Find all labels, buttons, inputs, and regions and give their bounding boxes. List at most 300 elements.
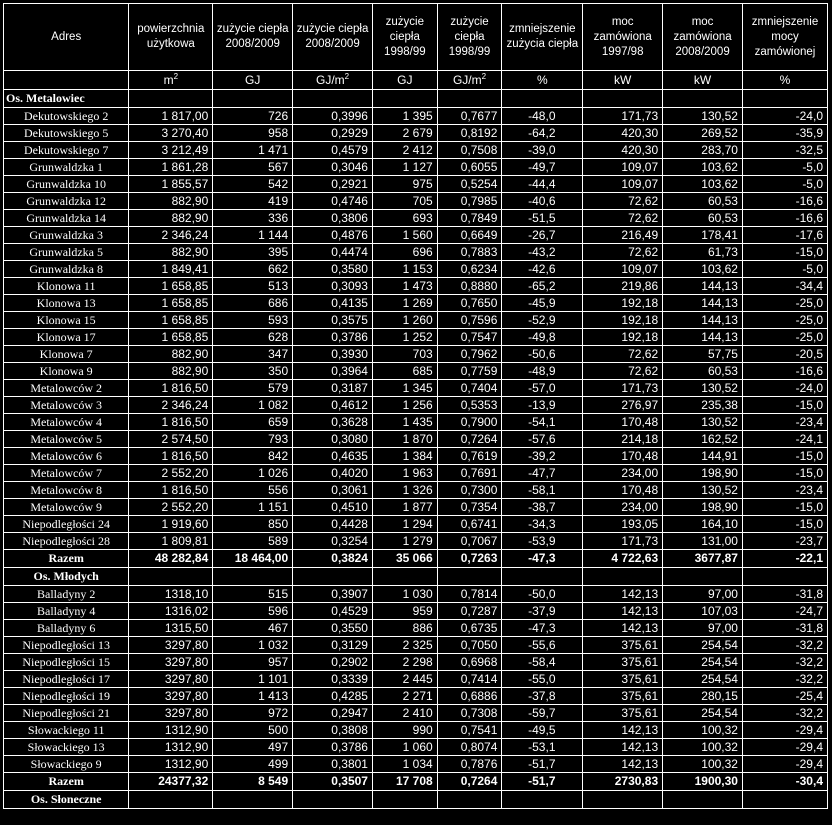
value-cell: 3 212,49	[129, 142, 213, 159]
value-cell: 375,61	[583, 688, 663, 705]
value-cell: -23,7	[742, 533, 827, 550]
value-cell: 1 919,60	[129, 516, 213, 533]
value-cell: 0,3046	[293, 159, 373, 176]
table-row	[4, 688, 828, 705]
value-cell: 0,4285	[293, 688, 373, 705]
value-cell: -24,7	[742, 603, 827, 620]
value-cell: 2 271	[372, 688, 437, 705]
value-cell: 216,49	[583, 227, 663, 244]
empty-cell	[583, 568, 663, 586]
value-cell: 958	[213, 125, 293, 142]
value-cell: 395	[213, 244, 293, 261]
value-cell: 1 294	[372, 516, 437, 533]
value-cell: 1 060	[372, 739, 437, 756]
value-cell: 1 658,85	[129, 312, 213, 329]
value-cell: 1 153	[372, 261, 437, 278]
table-row	[4, 380, 828, 397]
value-cell: 0,7508	[437, 142, 502, 159]
value-cell: 1 151	[213, 499, 293, 516]
value-cell: 0,2902	[293, 654, 373, 671]
value-cell: -20,5	[742, 346, 827, 363]
unit-cell: $m^2$	[129, 71, 213, 90]
table-row	[4, 125, 828, 142]
address-cell: Dekutowskiego 2	[4, 108, 129, 125]
value-cell: 1 032	[213, 637, 293, 654]
address-cell: Słowackiego 13	[4, 739, 129, 756]
value-cell: -64,2	[502, 125, 583, 142]
value-cell: 170,48	[583, 482, 663, 499]
value-cell: 705	[372, 193, 437, 210]
value-cell: -51,7	[502, 773, 583, 791]
value-cell: 0,8192	[437, 125, 502, 142]
empty-cell	[129, 90, 213, 108]
value-cell: -15,0	[742, 499, 827, 516]
value-cell: -37,9	[502, 603, 583, 620]
header-heat-reduction: zmniejszenie zużycia ciepła	[502, 4, 583, 71]
value-cell: 1 816,50	[129, 448, 213, 465]
value-cell: 696	[372, 244, 437, 261]
value-cell: 1 384	[372, 448, 437, 465]
value-cell: 72,62	[583, 244, 663, 261]
value-cell: 0,7650	[437, 295, 502, 312]
value-cell: 254,54	[663, 654, 743, 671]
section-header-row	[4, 90, 828, 108]
address-cell: Grunwaldzka 3	[4, 227, 129, 244]
value-cell: 61,73	[663, 244, 743, 261]
unit-cell: kW	[663, 71, 743, 90]
value-cell: 0,6968	[437, 654, 502, 671]
address-cell: Dekutowskiego 7	[4, 142, 129, 159]
value-cell: -39,2	[502, 448, 583, 465]
value-cell: 1 963	[372, 465, 437, 482]
empty-cell	[437, 568, 502, 586]
value-cell: 882,90	[129, 244, 213, 261]
value-cell: 515	[213, 586, 293, 603]
value-cell: 0,6741	[437, 516, 502, 533]
value-cell: 0,3786	[293, 739, 373, 756]
value-cell: -50,6	[502, 346, 583, 363]
empty-cell	[583, 90, 663, 108]
value-cell: 1 560	[372, 227, 437, 244]
value-cell: -31,8	[742, 620, 827, 637]
empty-cell	[502, 90, 583, 108]
table-row	[4, 448, 828, 465]
value-cell: -49,5	[502, 722, 583, 739]
table-row	[4, 603, 828, 620]
value-cell: -29,4	[742, 739, 827, 756]
value-cell: 0,4635	[293, 448, 373, 465]
value-cell: 48 282,84	[129, 550, 213, 568]
empty-cell	[663, 791, 743, 809]
empty-cell	[583, 791, 663, 809]
value-cell: -24,0	[742, 108, 827, 125]
value-cell: 1 877	[372, 499, 437, 516]
value-cell: 1 030	[372, 586, 437, 603]
value-cell: 1312,90	[129, 739, 213, 756]
value-cell: 0,5353	[437, 397, 502, 414]
value-cell: 18 464,00	[213, 550, 293, 568]
value-cell: -58,1	[502, 482, 583, 499]
value-cell: 0,3996	[293, 108, 373, 125]
table-row	[4, 637, 828, 654]
empty-cell	[293, 90, 373, 108]
address-cell: Metalowców 2	[4, 380, 129, 397]
value-cell: 3297,80	[129, 637, 213, 654]
value-cell: 882,90	[129, 363, 213, 380]
value-cell: 497	[213, 739, 293, 756]
value-cell: 142,13	[583, 756, 663, 773]
value-cell: 1318,10	[129, 586, 213, 603]
value-cell: 0,5254	[437, 176, 502, 193]
value-cell: 347	[213, 346, 293, 363]
value-cell: 0,3806	[293, 210, 373, 227]
value-cell: -15,0	[742, 516, 827, 533]
unit-cell: %	[742, 71, 827, 90]
value-cell: 0,7264	[437, 773, 502, 791]
value-cell: 17 708	[372, 773, 437, 791]
address-cell: Niepodległości 15	[4, 654, 129, 671]
address-cell: Metalowców 3	[4, 397, 129, 414]
table-row	[4, 431, 828, 448]
value-cell: 142,13	[583, 586, 663, 603]
value-cell: 198,90	[663, 499, 743, 516]
value-cell: 0,6886	[437, 688, 502, 705]
table-row	[4, 363, 828, 380]
address-cell: Niepodległości 24	[4, 516, 129, 533]
value-cell: 35 066	[372, 550, 437, 568]
table-body	[4, 90, 828, 809]
value-cell: -30,4	[742, 773, 827, 791]
value-cell: 0,3786	[293, 329, 373, 346]
value-cell: 1 269	[372, 295, 437, 312]
empty-cell	[742, 791, 827, 809]
value-cell: -48,0	[502, 108, 583, 125]
value-cell: 1 658,85	[129, 278, 213, 295]
value-cell: -42,6	[502, 261, 583, 278]
value-cell: 72,62	[583, 346, 663, 363]
empty-cell	[129, 791, 213, 809]
value-cell: 567	[213, 159, 293, 176]
value-cell: 0,7962	[437, 346, 502, 363]
header-ordered-power-1997: moc zamówiona 1997/98	[583, 4, 663, 71]
value-cell: 0,7677	[437, 108, 502, 125]
value-cell: 130,52	[663, 108, 743, 125]
value-cell: 2 574,50	[129, 431, 213, 448]
value-cell: 254,54	[663, 705, 743, 722]
value-cell: 375,61	[583, 705, 663, 722]
value-cell: 0,4474	[293, 244, 373, 261]
value-cell: 170,48	[583, 448, 663, 465]
value-cell: 103,62	[663, 261, 743, 278]
value-cell: 0,4746	[293, 193, 373, 210]
value-cell: -45,9	[502, 295, 583, 312]
empty-cell	[213, 791, 293, 809]
value-cell: 1 101	[213, 671, 293, 688]
value-cell: 3 270,40	[129, 125, 213, 142]
value-cell: 0,4529	[293, 603, 373, 620]
value-cell: -5,0	[742, 159, 827, 176]
value-cell: 556	[213, 482, 293, 499]
value-cell: 144,13	[663, 295, 743, 312]
value-cell: 693	[372, 210, 437, 227]
table-row	[4, 193, 828, 210]
value-cell: 375,61	[583, 654, 663, 671]
value-cell: 1 413	[213, 688, 293, 705]
value-cell: 0,2929	[293, 125, 373, 142]
value-cell: -50,0	[502, 586, 583, 603]
value-cell: -57,6	[502, 431, 583, 448]
value-cell: -49,7	[502, 159, 583, 176]
value-cell: 0,3964	[293, 363, 373, 380]
value-cell: 542	[213, 176, 293, 193]
value-cell: 100,32	[663, 756, 743, 773]
value-cell: -5,0	[742, 261, 827, 278]
value-cell: 419	[213, 193, 293, 210]
address-cell: Grunwaldzka 14	[4, 210, 129, 227]
value-cell: 171,73	[583, 533, 663, 550]
value-cell: 336	[213, 210, 293, 227]
value-cell: 0,4579	[293, 142, 373, 159]
value-cell: 3297,80	[129, 671, 213, 688]
value-cell: 144,13	[663, 329, 743, 346]
value-cell: 703	[372, 346, 437, 363]
value-cell: 60,53	[663, 193, 743, 210]
value-cell: 662	[213, 261, 293, 278]
table-row	[4, 482, 828, 499]
table-row	[4, 210, 828, 227]
value-cell: 0,3339	[293, 671, 373, 688]
table-row	[4, 261, 828, 278]
unit-cell: GJ	[213, 71, 293, 90]
value-cell: 171,73	[583, 108, 663, 125]
value-cell: 0,3930	[293, 346, 373, 363]
value-cell: 3297,80	[129, 688, 213, 705]
value-cell: 959	[372, 603, 437, 620]
value-cell: 350	[213, 363, 293, 380]
value-cell: -58,4	[502, 654, 583, 671]
empty-cell	[663, 90, 743, 108]
value-cell: -15,0	[742, 448, 827, 465]
value-cell: 72,62	[583, 193, 663, 210]
value-cell: 1 026	[213, 465, 293, 482]
value-cell: -32,2	[742, 637, 827, 654]
value-cell: 57,75	[663, 346, 743, 363]
value-cell: -29,4	[742, 756, 827, 773]
unit-cell: GJ	[372, 71, 437, 90]
value-cell: 1 144	[213, 227, 293, 244]
address-cell: Balladyny 4	[4, 603, 129, 620]
value-cell: -35,9	[742, 125, 827, 142]
value-cell: 2 679	[372, 125, 437, 142]
value-cell: 882,90	[129, 193, 213, 210]
value-cell: 235,38	[663, 397, 743, 414]
value-cell: 178,41	[663, 227, 743, 244]
address-cell: Metalowców 4	[4, 414, 129, 431]
table-row	[4, 295, 828, 312]
value-cell: 0,8880	[437, 278, 502, 295]
value-cell: -51,7	[502, 756, 583, 773]
value-cell: -59,7	[502, 705, 583, 722]
value-cell: 234,00	[583, 465, 663, 482]
value-cell: 513	[213, 278, 293, 295]
value-cell: -57,0	[502, 380, 583, 397]
table-row	[4, 312, 828, 329]
value-cell: 1 809,81	[129, 533, 213, 550]
value-cell: 192,18	[583, 312, 663, 329]
value-cell: 0,7414	[437, 671, 502, 688]
value-cell: 1 279	[372, 533, 437, 550]
address-cell: Klonowa 15	[4, 312, 129, 329]
value-cell: 659	[213, 414, 293, 431]
total-label: Razem	[4, 773, 129, 791]
value-cell: -48,9	[502, 363, 583, 380]
address-cell: Niepodległości 19	[4, 688, 129, 705]
value-cell: 192,18	[583, 295, 663, 312]
value-cell: 0,7050	[437, 637, 502, 654]
value-cell: 109,07	[583, 176, 663, 193]
value-cell: 100,32	[663, 722, 743, 739]
value-cell: 1 082	[213, 397, 293, 414]
value-cell: 0,3907	[293, 586, 373, 603]
value-cell: -47,3	[502, 550, 583, 568]
value-cell: 100,32	[663, 739, 743, 756]
value-cell: 1900,30	[663, 773, 743, 791]
address-cell: Balladyny 6	[4, 620, 129, 637]
value-cell: 72,62	[583, 363, 663, 380]
value-cell: -17,6	[742, 227, 827, 244]
value-cell: 0,3575	[293, 312, 373, 329]
value-cell: 60,53	[663, 363, 743, 380]
value-cell: 144,91	[663, 448, 743, 465]
section-title: Os. Młodych	[4, 568, 129, 586]
value-cell: -52,9	[502, 312, 583, 329]
empty-cell	[663, 568, 743, 586]
table-row	[4, 397, 828, 414]
address-cell: Metalowców 5	[4, 431, 129, 448]
value-cell: 0,3580	[293, 261, 373, 278]
value-cell: 8 549	[213, 773, 293, 791]
value-cell: 60,53	[663, 210, 743, 227]
address-cell: Klonowa 9	[4, 363, 129, 380]
value-cell: 726	[213, 108, 293, 125]
address-cell: Klonowa 17	[4, 329, 129, 346]
address-cell: Metalowców 9	[4, 499, 129, 516]
value-cell: 0,7691	[437, 465, 502, 482]
value-cell: -47,7	[502, 465, 583, 482]
value-cell: 685	[372, 363, 437, 380]
address-cell: Klonowa 13	[4, 295, 129, 312]
value-cell: 1 034	[372, 756, 437, 773]
value-cell: 596	[213, 603, 293, 620]
value-cell: -37,8	[502, 688, 583, 705]
value-cell: 142,13	[583, 603, 663, 620]
value-cell: 97,00	[663, 586, 743, 603]
value-cell: 1 435	[372, 414, 437, 431]
value-cell: 686	[213, 295, 293, 312]
value-cell: 1 855,57	[129, 176, 213, 193]
value-cell: 1 260	[372, 312, 437, 329]
value-cell: 0,7547	[437, 329, 502, 346]
empty-cell	[372, 568, 437, 586]
value-cell: -32,5	[742, 142, 827, 159]
table-row	[4, 465, 828, 482]
section-title: Os. Metalowiec	[4, 90, 129, 108]
value-cell: 130,52	[663, 380, 743, 397]
value-cell: 500	[213, 722, 293, 739]
value-cell: -24,0	[742, 380, 827, 397]
value-cell: 1 326	[372, 482, 437, 499]
value-cell: -38,7	[502, 499, 583, 516]
address-cell: Grunwaldzka 10	[4, 176, 129, 193]
value-cell: -25,0	[742, 312, 827, 329]
value-cell: -26,7	[502, 227, 583, 244]
value-cell: -24,1	[742, 431, 827, 448]
value-cell: 283,70	[663, 142, 743, 159]
value-cell: 24377,32	[129, 773, 213, 791]
table-row	[4, 278, 828, 295]
value-cell: 1316,02	[129, 603, 213, 620]
value-cell: 2 445	[372, 671, 437, 688]
value-cell: 142,13	[583, 620, 663, 637]
header-heat-use-1998-gj: zużycie ciepła 1998/99	[372, 4, 437, 71]
value-cell: 0,7985	[437, 193, 502, 210]
value-cell: -15,0	[742, 244, 827, 261]
value-cell: 1 256	[372, 397, 437, 414]
address-cell: Grunwaldzka 5	[4, 244, 129, 261]
empty-cell	[502, 791, 583, 809]
value-cell: 793	[213, 431, 293, 448]
value-cell: -16,6	[742, 193, 827, 210]
value-cell: 0,3061	[293, 482, 373, 499]
value-cell: -32,2	[742, 705, 827, 722]
value-cell: 1 127	[372, 159, 437, 176]
address-cell: Niepodległości 21	[4, 705, 129, 722]
value-cell: 193,05	[583, 516, 663, 533]
value-cell: -15,0	[742, 465, 827, 482]
table-row	[4, 620, 828, 637]
value-cell: 280,15	[663, 688, 743, 705]
header-usable-area: powierzchnia użytkowa	[129, 4, 213, 71]
value-cell: 170,48	[583, 414, 663, 431]
table-row	[4, 739, 828, 756]
value-cell: 1 849,41	[129, 261, 213, 278]
value-cell: 192,18	[583, 329, 663, 346]
value-cell: 2 298	[372, 654, 437, 671]
empty-cell	[129, 568, 213, 586]
total-row	[4, 773, 828, 791]
table-row	[4, 159, 828, 176]
value-cell: -15,0	[742, 397, 827, 414]
value-cell: -51,5	[502, 210, 583, 227]
value-cell: 164,10	[663, 516, 743, 533]
value-cell: 467	[213, 620, 293, 637]
empty-cell	[372, 90, 437, 108]
address-cell: Metalowców 8	[4, 482, 129, 499]
value-cell: 0,3254	[293, 533, 373, 550]
value-cell: -53,9	[502, 533, 583, 550]
table-row	[4, 176, 828, 193]
value-cell: -34,4	[742, 278, 827, 295]
value-cell: 219,86	[583, 278, 663, 295]
value-cell: 0,7300	[437, 482, 502, 499]
value-cell: 628	[213, 329, 293, 346]
address-cell: Klonowa 11	[4, 278, 129, 295]
value-cell: 882,90	[129, 346, 213, 363]
value-cell: 0,3824	[293, 550, 373, 568]
table-row	[4, 499, 828, 516]
value-cell: 198,90	[663, 465, 743, 482]
table-row	[4, 654, 828, 671]
